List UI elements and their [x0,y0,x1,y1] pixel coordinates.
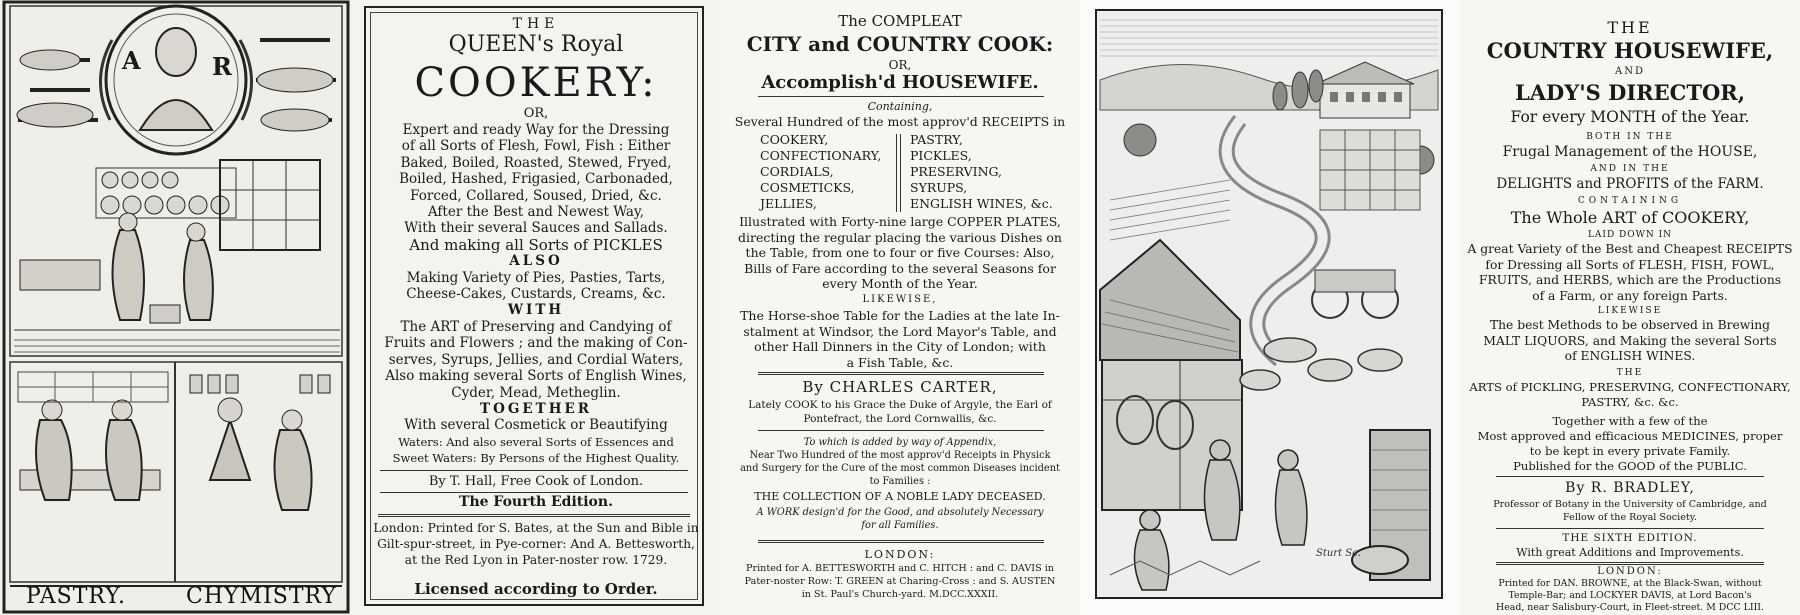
additions-line: With great Additions and Improvements. [1516,546,1744,559]
horse-shoe-line: a Fish Table, &c. [846,354,954,370]
receipt-item: COSMETICKS, [760,180,855,195]
rule [758,96,1044,97]
caption-pastry: PASTRY. [26,584,126,609]
double-rule [758,540,1044,543]
professor-line: Fellow of the Royal Society. [1563,512,1697,523]
title-ladys-director: LADY'S DIRECTOR, [1514,80,1746,105]
woodcut-illustration [0,0,352,615]
title-accomplished-housewife: Accomplish'd HOUSEWIFE. [761,72,1039,93]
title-every-month: For every MONTH of the Year. [1510,108,1750,126]
containing-line: Containing, [867,100,933,113]
illustrated-line: directing the regular placing the various Dishes on [738,229,1062,245]
column-divider [900,134,901,212]
compleat-city-country-cook-title-page [720,0,1080,615]
horse-shoe-line: other Hall Dinners in the City of London; with [754,339,1046,354]
work-line: A WORK design'd for the Good, and absolutely Necessary [756,507,1044,518]
illustrated-line: every Month of the Year. [822,276,978,291]
author-line: By R. BRADLEY, [1565,480,1695,496]
receipt-item: PASTRY, [910,132,963,147]
description-line: Sweet Waters: By Persons of the Highest Quality. [392,451,680,466]
description-line: After the Best and Newest Way, [427,204,645,221]
sixth-edition-line: THE SIXTH EDITION. [1562,532,1698,544]
title-or: OR, [523,106,549,121]
imprint-line: London: Printed for S. Bates, at the Sun and Bible in [373,521,699,535]
variety-line: A great Variety of the Best and Cheapest RECEIPTS [1467,242,1793,256]
imprint-block [1460,578,1800,614]
description-line: Waters: And also several Sorts of Essences and [398,434,674,449]
methods-block [1460,318,1800,365]
description-line: Expert and ready Way for the Dressing [402,122,670,138]
whole-art-line: The Whole ART of COOKERY, [1510,208,1750,227]
description-block [352,122,720,467]
containing-line: CONTAINING [1577,196,1683,206]
farm-engraving [1080,0,1460,615]
imprint-line: in St. Paul's Church-yard. M.DCC.XXXII. [801,589,999,600]
illustrated-block [720,214,1080,292]
description-line: serves, Syrups, Jellies, and Cordial Waters, [388,351,684,368]
together-line: to be kept in every private Family. [1529,444,1731,458]
title-the: THE [1607,18,1653,37]
description-line: With their several Sauces and Sallads. [404,220,668,237]
illustrated-line: the Table, from one to four or five Courses: Also, [745,245,1055,260]
together-line: Published for the GOOD of the PUBLIC. [1513,459,1747,473]
column-divider [896,134,897,212]
receipt-item: SYRUPS, [910,180,968,195]
imprint-line: Printed for DAN. BROWNE, at the Black-Swan, without [1498,578,1762,589]
licensed-line: Licensed according to Order. [414,580,658,598]
imprint-block [720,562,1080,601]
imprint-line: Printed for A. BETTESWORTH and C. HITCH : and C. DAVIS in [746,563,1054,574]
description-line: Cyder, Mead, Metheglin. [451,384,621,401]
queens-royal-cookery-title-page [352,0,720,615]
and-in-the: AND IN THE [1590,164,1670,174]
arts-line: ARTS of PICKLING, PRESERVING, CONFECTIONARY, [1469,380,1791,394]
double-rule [758,372,1044,375]
title-or: OR, [888,58,912,72]
work-block [720,506,1080,532]
lately-cook-block [720,398,1080,426]
several-hundred-line: Several Hundred of the most approv'd RECEIPTS in [734,114,1066,129]
double-rule [378,514,690,517]
london-line: LONDON: [864,548,936,561]
description-line: And making all Sorts of PICKLES [409,235,663,254]
receipt-item: PRESERVING, [910,164,1003,179]
receipt-item: CORDIALS, [760,164,834,179]
variety-line: FRUITS, and HERBS, which are the Productions [1478,273,1782,287]
laid-down-in: LAID DOWN IN [1587,230,1673,240]
horse-shoe-line: stalment at Windsor, the Lord Mayor's Table, and [743,323,1057,339]
description-line: With several Cosmetick or Beautifying [404,417,668,434]
description-line: of all Sorts of Flesh, Fowl, Fish : Either [401,138,671,155]
imprint-line: at the Red Lyon in Pater-noster row. 1729. [404,553,668,567]
together-line: Most approved and efficacious MEDICINES, proper [1477,429,1783,443]
lately-cook-line: Lately COOK to his Grace the Duke of Argyle, the Earl of [748,399,1052,411]
appendix-line: and Surgery for the Cure of the most common Diseases incident [740,463,1060,474]
title-cookery: COOKERY: [414,60,658,106]
description-line: Baked, Boiled, Roasted, Stewed, Fryed, [400,154,672,171]
double-rule [1496,562,1764,565]
rule [1496,528,1764,529]
work-line: for all Families. [861,520,939,531]
arts-block [1460,380,1800,410]
likewise-line: LIKEWISE [1597,306,1663,316]
edition-line: The Fourth Edition. [459,494,613,510]
engraver-signature: Sturt Sc. [1316,548,1361,559]
caption-chymistry: CHYMISTRY [186,584,337,609]
methods-line: of ENGLISH WINES. [1564,349,1696,363]
imprint-line: Head, near Salisbury-Court, in Fleet-street. M DCC LIII. [1496,602,1764,613]
monogram-a: A [122,46,141,75]
imprint-line: Pater-noster Row: T. GREEN at Charing-Cross : and S. AUSTEN [744,576,1056,587]
receipts-right-column [910,132,1053,212]
professor-block [1460,498,1800,524]
appendix-line: to Families : [869,476,931,487]
receipt-item: COOKERY, [760,132,829,147]
arts-line: PASTRY, &c. &c. [1581,395,1679,409]
receipt-item: PICKLES, [910,148,972,163]
methods-line: MALT LIQUORS, and Making the several Sorts [1483,333,1777,348]
receipt-item: CONFECTIONARY, [760,148,882,163]
description-line: Forced, Collared, Soused, Dried, &c. [410,187,662,204]
imprint-line: Gilt-spur-street, in Pye-corner: And A. Bettesworth, [377,537,695,551]
professor-line: Professor of Botany in the University of Cambridge, and [1493,499,1767,510]
collection-line: THE COLLECTION OF A NOBLE LADY DECEASED. [754,490,1046,503]
title-and: AND [1615,66,1645,77]
variety-block [1460,242,1800,304]
together-block [1460,414,1800,474]
receipts-left-column [760,132,881,212]
appendix-line: Near Two Hundred of the most approv'd Receipts in Physick [749,450,1051,461]
receipt-item: ENGLISH WINES, &c. [910,196,1053,211]
description-line: Fruits and Flowers ; and the making of Con- [384,335,688,352]
description-line: TOGETHER [480,400,592,417]
country-housewife-title-page [1460,0,1800,615]
likewise-line: LIKEWISE, [862,294,938,305]
imprint-line: Temple-Bar; and LOCKYER DAVIS, at Lord Bacon's [1508,590,1752,601]
imprint-block [352,520,720,568]
monogram-r: R [212,52,232,81]
together-line: Together with a few of the [1552,414,1708,428]
author-line: By CHARLES CARTER, [802,378,998,396]
horse-shoe-line: The Horse-shoe Table for the Ladies at the late In- [740,308,1060,323]
variety-line: for Dressing all Sorts of FLESH, FISH, FOWL, [1485,257,1775,272]
description-line: Boiled, Hashed, Frigasied, Carbonaded, [399,171,673,188]
description-line: Making Variety of Pies, Pasties, Tarts, [406,269,666,286]
frugal-line: Frugal Management of the HOUSE, [1502,144,1758,160]
author-line: By T. Hall, Free Cook of London. [428,474,644,489]
lately-cook-line: Pontefract, the Lord Cornwallis, &c. [803,413,997,425]
the-line: THE [1616,368,1644,378]
illustrated-line: Illustrated with Forty-nine large COPPER PLATES, [739,214,1061,229]
appendix-line: To which is added by way of Appendix, [803,437,997,448]
description-line: The ART of Preserving and Candying of [400,318,672,335]
appendix-block [720,436,1080,488]
engraving-illustration [1080,0,1460,615]
delights-line: DELIGHTS and PROFITS of the FARM. [1496,176,1764,192]
both-in-the: BOTH IN THE [1586,132,1674,142]
receipt-item: JELLIES, [760,196,817,211]
description-line: Cheese-Cakes, Custards, Creams, &c. [406,286,666,303]
rule [380,492,688,493]
title-compleat: The COMPLEAT [838,12,962,30]
description-line: Also making several Sorts of English Wines, [385,368,687,385]
rule [758,430,1044,431]
description-line: ALSO [509,253,563,270]
woodcut-frontispiece [0,0,352,615]
title-country-housewife: COUNTRY HOUSEWIFE, [1486,38,1774,63]
rule [380,470,688,471]
title-city-country-cook: CITY and COUNTRY COOK: [746,32,1054,56]
illustrated-line: Bills of Fare according to the several Seasons for [744,260,1056,276]
rule [1496,476,1764,477]
description-line: WITH [507,302,565,319]
title-the: THE [512,16,560,32]
horse-shoe-block [720,308,1080,370]
london-line: LONDON: [1597,566,1663,577]
methods-line: The best Methods to be observed in Brewing [1489,318,1771,332]
variety-line: of a Farm, or any foreign Parts. [1532,288,1728,303]
title-queens-royal: QUEEN's Royal [448,32,624,57]
